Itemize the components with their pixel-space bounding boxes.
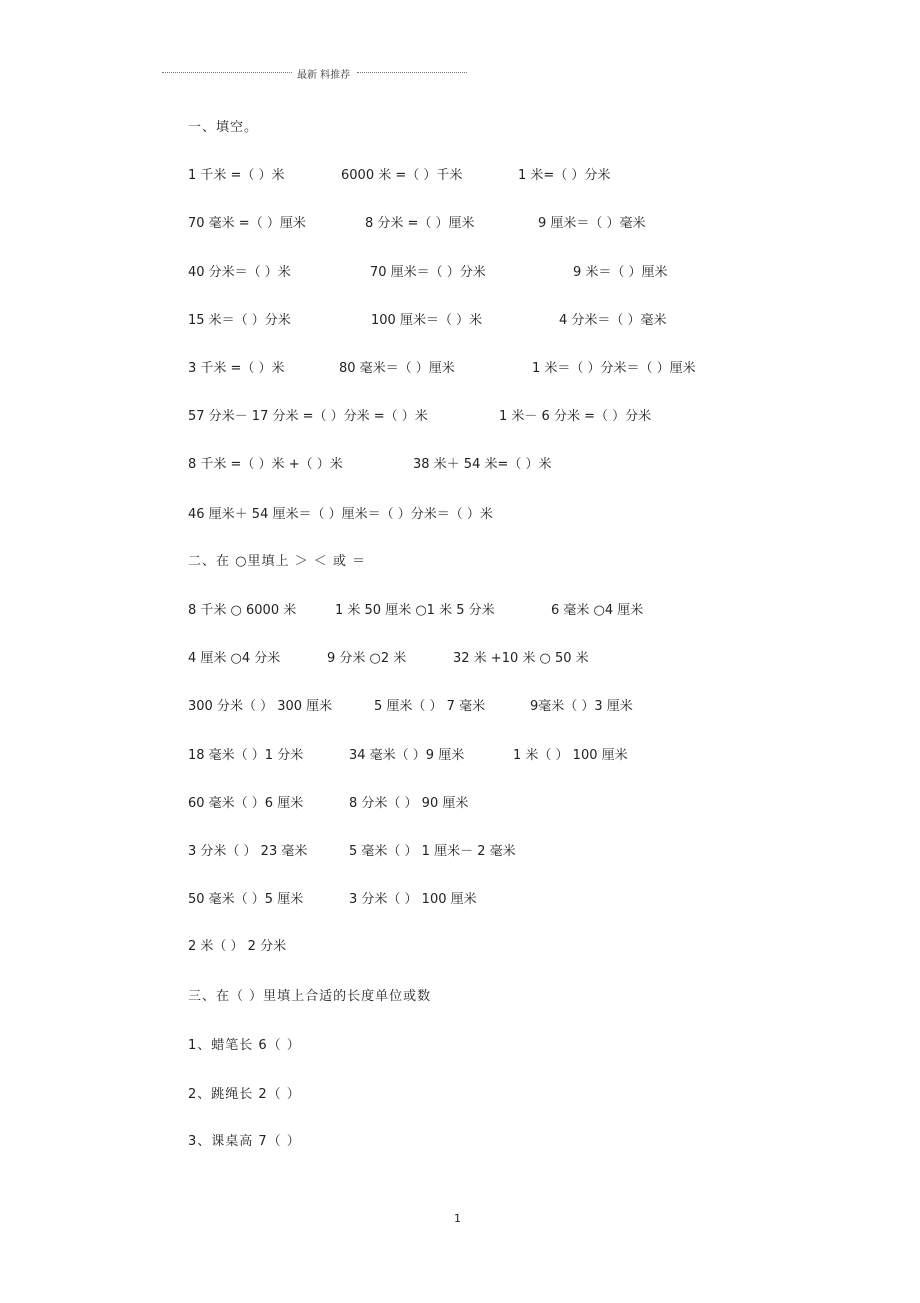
exercise-item: 1 米＝（ ）分米＝（ ）厘米 bbox=[532, 361, 696, 376]
header-dotted-line-right bbox=[357, 72, 467, 73]
exercise-item: 46 厘米＋ 54 厘米＝（ ）厘米＝（ ）分米＝（ ）米 bbox=[188, 507, 493, 522]
exercise-item: 57 分米－ 17 分米 =（ ）分米 =（ ）米 bbox=[188, 409, 428, 424]
comparison-item: 5 厘米（ ） 7 毫米 bbox=[374, 699, 486, 714]
exercise-item: 1 千米 =（ ）米 bbox=[188, 168, 285, 183]
comparison-item: 18 毫米（ ）1 分米 bbox=[188, 748, 304, 763]
comparison-item: 9毫米（ ）3 厘米 bbox=[530, 699, 633, 714]
page-header bbox=[162, 66, 467, 80]
exercise-item: 8 千米 =（ ）米 +（ ）米 bbox=[188, 457, 343, 472]
exercise-item: 100 厘米＝（ ）米 bbox=[371, 313, 483, 328]
exercise-item: 4 分米＝（ ）毫米 bbox=[559, 313, 667, 328]
comparison-item: 2 米（ ） 2 分米 bbox=[188, 939, 287, 954]
exercise-item: 70 毫米 =（ ）厘米 bbox=[188, 216, 306, 231]
header-dotted-line-left bbox=[162, 72, 292, 73]
unit-question: 1、蜡笔长 6（ ） bbox=[188, 1038, 301, 1053]
exercise-item: 9 米＝（ ）厘米 bbox=[573, 265, 668, 280]
comparison-item: 1 米（ ） 100 厘米 bbox=[513, 748, 628, 763]
exercise-item: 6000 米 =（ ）千米 bbox=[341, 168, 463, 183]
comparison-item: 300 分米（ ） 300 厘米 bbox=[188, 699, 333, 714]
comparison-item: 3 分米（ ） 100 厘米 bbox=[349, 892, 477, 907]
section-1-title: 一、填空。 bbox=[188, 120, 259, 135]
exercise-item: 15 米＝（ ）分米 bbox=[188, 313, 291, 328]
unit-question: 3、课桌高 7（ ） bbox=[188, 1134, 301, 1149]
comparison-item: 6 毫米 ○4 厘米 bbox=[551, 603, 644, 618]
exercise-item: 1 米－ 6 分米 =（ ）分米 bbox=[499, 409, 652, 424]
exercise-item: 9 厘米＝（ ）毫米 bbox=[538, 216, 646, 231]
exercise-item: 40 分米＝（ ）米 bbox=[188, 265, 291, 280]
comparison-item: 32 米 +10 米 ○ 50 米 bbox=[453, 651, 589, 666]
comparison-item: 1 米 50 厘米 ○1 米 5 分米 bbox=[335, 603, 495, 618]
exercise-item: 8 分米 =（ ）厘米 bbox=[365, 216, 475, 231]
comparison-item: 60 毫米（ ）6 厘米 bbox=[188, 796, 304, 811]
comparison-item: 50 毫米（ ）5 厘米 bbox=[188, 892, 304, 907]
unit-question: 2、跳绳长 2（ ） bbox=[188, 1087, 301, 1102]
exercise-item: 38 米＋ 54 米=（ ）米 bbox=[413, 457, 552, 472]
page-number: 1 bbox=[454, 1212, 461, 1225]
comparison-item: 5 毫米（ ） 1 厘米－ 2 毫米 bbox=[349, 844, 516, 859]
header-label: 最新 料推荐 bbox=[297, 70, 351, 81]
exercise-item: 80 毫米＝（ ）厘米 bbox=[339, 361, 455, 376]
comparison-item: 8 千米 ○ 6000 米 bbox=[188, 603, 297, 618]
exercise-item: 3 千米 =（ ）米 bbox=[188, 361, 285, 376]
comparison-item: 34 毫米（ ）9 厘米 bbox=[349, 748, 465, 763]
comparison-item: 4 厘米 ○4 分米 bbox=[188, 651, 281, 666]
comparison-item: 8 分米（ ） 90 厘米 bbox=[349, 796, 469, 811]
comparison-item: 9 分米 ○2 米 bbox=[327, 651, 407, 666]
exercise-item: 70 厘米＝（ ）分米 bbox=[370, 265, 486, 280]
section-3-title: 三、在（ ）里填上合适的长度单位或数 bbox=[188, 989, 432, 1004]
section-2-title: 二、在 ○里填上 ＞ ＜ 或 ＝ bbox=[188, 554, 367, 569]
comparison-item: 3 分米（ ） 23 毫米 bbox=[188, 844, 308, 859]
exercise-item: 1 米=（ ）分米 bbox=[518, 168, 611, 183]
